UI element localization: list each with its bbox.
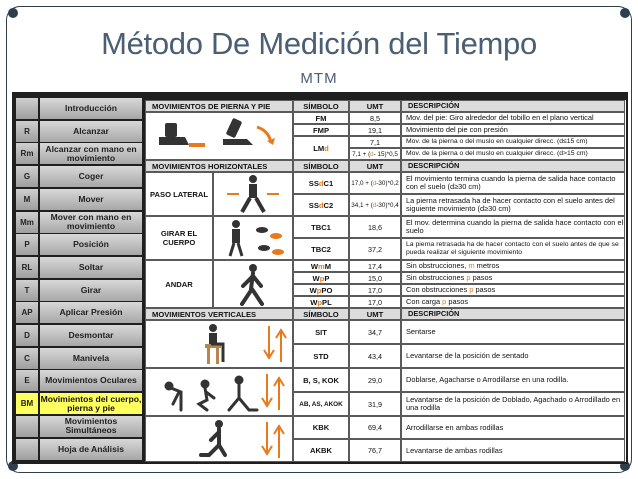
col-simbolo: SÍMBOLO — [293, 100, 349, 112]
col-descripcion: DESCRIPCIÓN — [401, 100, 625, 112]
description-cell: Levantarse de la posición de sentado — [401, 344, 625, 368]
sidebar-item[interactable] — [16, 257, 142, 278]
umt-var: d — [372, 179, 377, 187]
col-simbolo: SÍMBOLO — [293, 308, 349, 320]
symbol-cell: AKBK — [293, 439, 349, 462]
sidebar-item[interactable] — [16, 280, 142, 301]
table-row — [146, 296, 626, 308]
sidebar-item-code: AP — [16, 302, 38, 323]
symbol-part: LM — [313, 143, 325, 153]
table-row — [146, 136, 626, 160]
table-row — [146, 392, 626, 416]
slide-subtitle: MTM — [300, 70, 338, 87]
symbol-cell: STD — [293, 344, 349, 368]
description-cell: Doblarse, Agacharse o Arrodillarse en una rodilla. — [401, 368, 625, 392]
description-cell — [401, 296, 625, 308]
umt-cell: 17,0 — [349, 284, 401, 296]
description-cell: La pierna retrasada ha de hacer contacto con el suelo antes de que se pueda realizar el siguiente movimiento — [401, 238, 625, 260]
description-cell: El movimiento termina cuando la pierna de salida hace contacto con el suelo (d≥30 cm) — [401, 172, 625, 194]
col-descripcion: DESCRIPCIÓN — [401, 160, 625, 172]
symbol-var: p — [317, 297, 323, 307]
sidebar-item-code: P — [16, 234, 38, 255]
sidebar-item-label: Introducción — [40, 98, 142, 119]
sidebar-item-label: Movimientos Simultáneos — [40, 416, 142, 437]
umt-cell: 34,7 — [349, 320, 401, 344]
desc-var: p — [469, 285, 474, 294]
sidebar-item[interactable] — [16, 416, 142, 437]
sidebar-item-label: Desmontar — [40, 325, 142, 346]
symbol-cell — [293, 172, 349, 194]
description-cell: La pierna retrasada ha de hacer contacto con el suelo antes del siguiente movimiento (d≥30 cm) — [401, 194, 625, 216]
description-cell: Mov. del pie: Giro alrededor del tobillo en el plano vertical — [401, 112, 625, 124]
sidebar-item-code: T — [16, 280, 38, 301]
sidebar-item-label: Coger — [40, 166, 142, 187]
sidebar-item-label: Alcanzar — [40, 121, 142, 142]
desc-var: p — [466, 273, 471, 282]
umt-cell — [349, 194, 401, 216]
symbol-cell: TBC2 — [293, 238, 349, 260]
col-umt: UMT — [349, 100, 401, 112]
sidebar-item[interactable] — [16, 302, 142, 323]
sidebar-item-label: Movimientos del cuerpo, pierna y pie — [40, 393, 142, 413]
symbol-var: p — [316, 285, 322, 295]
symbol-var: p — [319, 273, 325, 283]
symbol-part: PL — [322, 297, 332, 307]
description-cell: Levantarse de ambas rodillas — [401, 439, 625, 462]
sidebar-item-label: Soltar — [40, 257, 142, 278]
symbol-part: C1 — [323, 178, 334, 188]
table-row — [146, 272, 626, 284]
sidebar-item-code: Mm — [16, 212, 38, 233]
sidebar-item[interactable] — [16, 212, 142, 233]
umt-cell: 29,0 — [349, 368, 401, 392]
table-row — [146, 368, 626, 392]
sidebar-item[interactable] — [16, 439, 142, 460]
sidebar-item-code: D — [16, 325, 38, 346]
sidebar-item-label: Mover con mano en movimiento — [40, 212, 142, 233]
table-row — [146, 344, 626, 368]
symbol-part: SS — [308, 178, 319, 188]
sidebar-item[interactable] — [16, 98, 142, 119]
symbol-var: m — [318, 261, 325, 271]
umt-part: 7,1 + ( — [352, 150, 371, 158]
table-header-pierna — [146, 100, 626, 112]
umt-cell — [349, 172, 401, 194]
umt-cell: 18,6 — [349, 216, 401, 238]
symbol-cell: AB, AS, AKOK — [293, 392, 349, 416]
symbol-cell — [293, 296, 349, 308]
umt-cell: 17,4 — [349, 260, 401, 272]
paso-lateral-group — [146, 172, 626, 216]
movement-name: PASO LATERAL — [145, 172, 213, 216]
symbol-var: d — [318, 200, 324, 210]
description-cell: Arrodillarse en ambas rodillas — [401, 416, 625, 439]
symbol-part: PO — [321, 285, 333, 295]
umt-cell: 76,7 — [349, 439, 401, 462]
umt-part: - 15)*0,5 — [373, 150, 398, 158]
umt-cell: 31,9 — [349, 392, 401, 416]
col-umt: UMT — [349, 308, 401, 320]
sidebar-item-label: Movimientos Oculares — [40, 370, 142, 391]
symbol-cell: FM — [293, 112, 349, 124]
symbol-part: C2 — [323, 200, 334, 210]
mtm-table — [146, 100, 626, 462]
corner-dot — [8, 8, 18, 18]
col-umt: UMT — [349, 160, 401, 172]
umt-part: -30)*0,2 — [376, 179, 399, 187]
table-header-horizontales — [146, 160, 626, 172]
desc-part: pasos — [470, 273, 493, 282]
symbol-cell: SIT — [293, 320, 349, 344]
sidebar-item-code — [16, 98, 38, 119]
sidebar-item[interactable] — [16, 348, 142, 369]
umt-cell: 8,5 — [349, 112, 401, 124]
sidebar-item-label: Posición — [40, 234, 142, 255]
body-turn-figure — [213, 216, 293, 260]
section-title-horizontales: MOVIMIENTOS HORIZONTALES — [145, 160, 293, 172]
sidebar-item-label: Girar — [40, 280, 142, 301]
sidebar-item-code: RL — [16, 257, 38, 278]
symbol-cell: KBK — [293, 416, 349, 439]
sidebar-item-code: C — [16, 348, 38, 369]
desc-part: pasos — [473, 285, 496, 294]
table-row — [146, 260, 626, 272]
mtm-panel — [12, 92, 628, 464]
description-cell: Sentarse — [401, 320, 625, 344]
sidebar-item[interactable] — [16, 393, 142, 414]
umt-cell: 17,0 — [349, 296, 401, 308]
table-row — [146, 416, 626, 439]
desc-part: metros — [474, 261, 500, 270]
table-row — [146, 320, 626, 344]
sidebar-item-label: Manivela — [40, 348, 142, 369]
sidebar-item-label: Aplicar Presión — [40, 302, 142, 323]
section-title-pierna: MOVIMIENTOS DE PIERNA Y PIE — [145, 100, 293, 112]
symbol-cell — [293, 260, 349, 272]
umt-cell: 37,2 — [349, 238, 401, 260]
movement-name: GIRAR EL CUERPO — [145, 216, 213, 260]
umt-cell: 7,1 — [349, 136, 401, 148]
girar-cuerpo-group — [146, 216, 626, 260]
description-cell: Movimiento del pie con presión — [401, 124, 625, 136]
symbol-cell: TBC1 — [293, 216, 349, 238]
symbol-cell — [293, 194, 349, 216]
symbol-var: d — [318, 178, 324, 188]
umt-cell — [349, 148, 401, 160]
sidebar-item[interactable] — [16, 143, 142, 164]
symbol-part: W — [310, 261, 319, 271]
table-header-verticales — [146, 308, 626, 320]
desc-part: Con carga — [406, 297, 443, 306]
table-row — [146, 124, 626, 136]
sidebar-item-label: Hoja de Análisis — [40, 439, 142, 460]
desc-part: pasos — [446, 297, 469, 306]
symbol-part: W — [312, 273, 320, 283]
symbol-cell: B, S, KOK — [293, 368, 349, 392]
description-cell: Levantarse de la posición de Doblado, Agachado o Arrodillado en una rodilla — [401, 392, 625, 416]
umt-var: d — [370, 150, 374, 158]
umt-cell: 69,4 — [349, 416, 401, 439]
symbol-part: SS — [308, 200, 319, 210]
symbol-cell — [293, 272, 349, 284]
sidebar-item-code: E — [16, 370, 38, 391]
desc-var: m — [468, 261, 475, 270]
umt-part: 17,0 + ( — [351, 179, 373, 187]
umt-part: 34,1 + ( — [351, 201, 373, 209]
umt-cell: 15,0 — [349, 272, 401, 284]
sidebar-item[interactable] — [16, 325, 142, 346]
sidebar-item[interactable] — [16, 234, 142, 255]
umt-cell: 19,1 — [349, 124, 401, 136]
symbol-part: P — [324, 273, 330, 283]
sidebar-item[interactable] — [16, 121, 142, 142]
slide-title: Método De Medición del Tiempo — [101, 26, 537, 61]
sidebar-item-code: G — [16, 166, 38, 187]
description-cell — [401, 284, 625, 296]
desc-part: Sin obstrucciones, — [406, 261, 469, 270]
sidebar-item-code: Rm — [16, 143, 38, 164]
corner-dot — [620, 8, 630, 18]
umt-var: d — [372, 201, 377, 209]
description-cell: Mov. de la pierna o del muslo en cualquier direcc. (d≤15 cm) — [401, 136, 625, 148]
description-cell: El mov. determina cuando la pierna de salida hace contacto con el suelo — [401, 216, 625, 238]
sidebar-item-code: R — [16, 121, 38, 142]
sidebar-item[interactable] — [16, 166, 142, 187]
symbol-var: d — [324, 143, 329, 153]
movement-name: ANDAR — [145, 260, 213, 308]
sidebar-item-label: Mover — [40, 189, 142, 210]
table-row — [146, 284, 626, 296]
sidebar-item-code — [16, 439, 38, 460]
sidebar-item-code — [16, 416, 38, 437]
side-step-figure — [213, 172, 293, 216]
sidebar-item-code: BM — [16, 393, 38, 414]
symbol-part: M — [324, 261, 332, 271]
sidebar-item-code: M — [16, 189, 38, 210]
sidebar-item[interactable] — [16, 370, 142, 391]
umt-cell: 43,4 — [349, 344, 401, 368]
table-row — [146, 439, 626, 462]
section-title-verticales: MOVIMIENTOS VERTICALES — [145, 308, 293, 320]
col-simbolo: SÍMBOLO — [293, 160, 349, 172]
symbol-part: W — [310, 297, 318, 307]
sidebar-item-label: Alcanzar con mano en movimiento — [40, 143, 142, 164]
symbol-part: W — [309, 285, 317, 295]
description-cell: Mov. de la pierna o del muslo en cualquier direcc. (d>15 cm) — [401, 148, 625, 160]
description-cell — [401, 260, 625, 272]
symbol-cell: FMP — [293, 124, 349, 136]
symbol-cell — [293, 284, 349, 296]
desc-part: Sin obstrucciones — [406, 273, 467, 282]
sidebar-nav — [16, 98, 142, 462]
sidebar-item[interactable] — [16, 189, 142, 210]
description-cell — [401, 272, 625, 284]
table-row — [146, 112, 626, 124]
umt-part: -30)*0,4 — [376, 201, 399, 209]
symbol-cell — [293, 136, 349, 160]
desc-var: p — [442, 297, 447, 306]
desc-part: Con obstrucciones — [406, 285, 470, 294]
col-descripcion: DESCRIPCIÓN — [401, 308, 625, 320]
